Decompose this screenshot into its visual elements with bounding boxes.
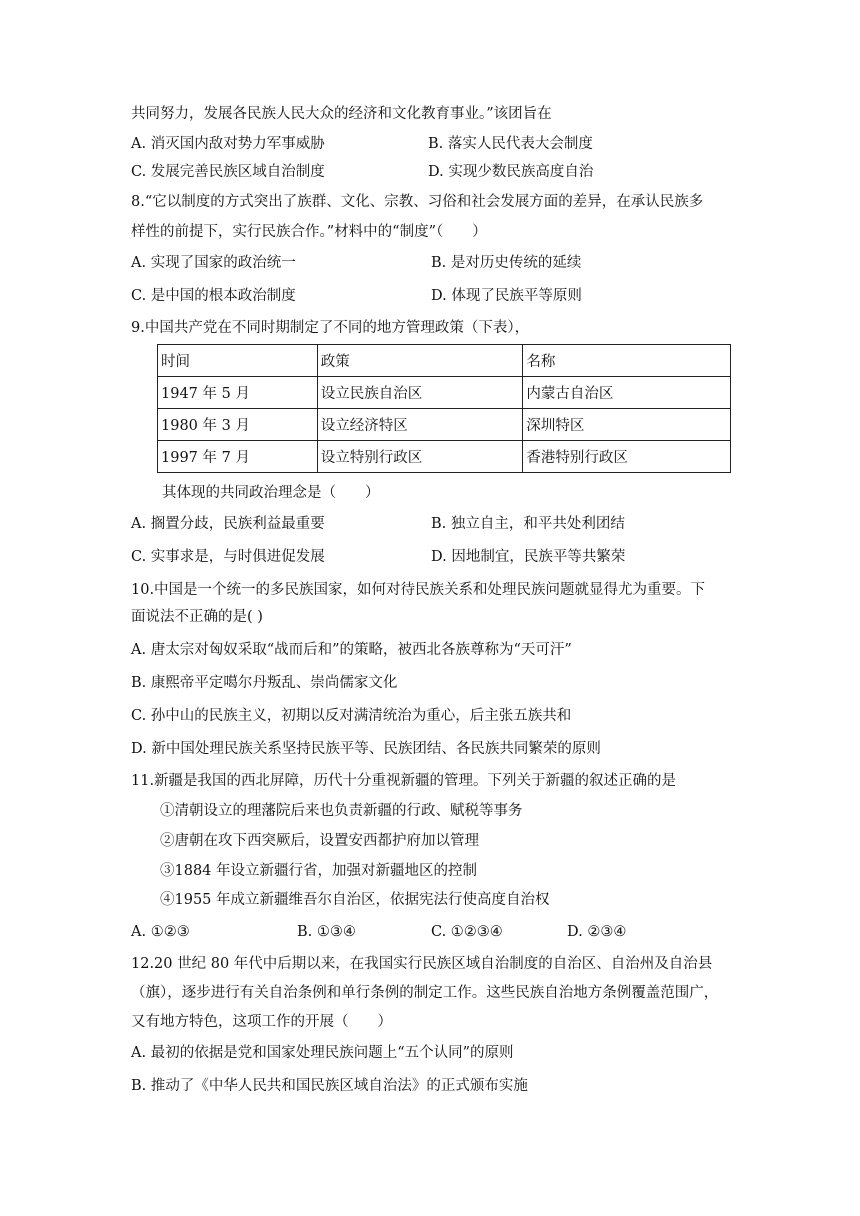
- q12-stem-line1: 12.20 世纪 80 年代中后期以来，在我国实行民族区域自治制度的自治区、自治州及自治县: [131, 956, 713, 972]
- q11-statement-3: ③1884 年设立新疆行省，加强对新疆地区的控制: [160, 863, 478, 879]
- table-cell-time: 1980 年 3 月: [158, 409, 318, 441]
- q11-option-c: C. ①②③④: [431, 924, 503, 940]
- q8-stem-line1: 8.“它以制度的方式突出了族群、文化、宗教、习俗和社会发展方面的差异，在承认民族多: [131, 194, 704, 210]
- q11-statement-4: ④1955 年成立新疆维吾尔自治区，依据宪法行使高度自治权: [160, 892, 550, 908]
- q8-option-a: A. 实现了国家的政治统一: [131, 255, 296, 271]
- table-header-time: 时间: [158, 345, 318, 377]
- table-cell-policy: 设立经济特区: [317, 409, 523, 441]
- q9-option-d: D. 因地制宜，民族平等共繁荣: [431, 549, 626, 565]
- table-cell-name: 内蒙古自治区: [523, 377, 731, 409]
- table-header-policy: 政策: [317, 345, 523, 377]
- table-cell-name: 深圳特区: [523, 409, 731, 441]
- q8-option-d: D. 体现了民族平等原则: [431, 288, 582, 304]
- q9-option-a: A. 搁置分歧，民族利益最重要: [131, 516, 325, 532]
- q9-option-c: C. 实事求是，与时俱进促发展: [131, 549, 325, 565]
- q9-stem: 9.中国共产党在不同时期制定了不同的地方管理政策（下表），: [131, 320, 530, 336]
- q7-option-c: C. 发展完善民族区域自治制度: [131, 164, 325, 180]
- table-row: [158, 377, 731, 409]
- q11-option-b: B. ①③④: [297, 924, 356, 940]
- q11-statement-2: ②唐朝在攻下西突厥后，设置安西都护府加以管理: [160, 833, 479, 849]
- q10-stem-line1: 10.中国是一个统一的多民族国家，如何对待民族关系和处理民族问题就显得尤为重要。下: [131, 582, 706, 598]
- table-header-name: 名称: [523, 345, 731, 377]
- q7-stem-continuation: 共同努力，发展各民族人民大众的经济和文化教育事业。”该团旨在: [131, 106, 552, 122]
- q12-stem-line3: 又有地方特色，这项工作的开展（ ）: [131, 1014, 392, 1030]
- q8-option-b: B. 是对历史传统的延续: [431, 255, 582, 271]
- q11-option-d: D. ②③④: [567, 924, 627, 940]
- q11-statement-1: ①清朝设立的理藩院后来也负责新疆的行政、赋税等事务: [160, 803, 523, 819]
- q11-stem: 11.新疆是我国的西北屏障，历代十分重视新疆的管理。下列关于新疆的叙述正确的是: [131, 773, 677, 789]
- q10-option-a: A. 唐太宗对匈奴采取“战而后和”的策略，被西北各族尊称为“天可汗”: [131, 642, 572, 658]
- q10-stem-line2: 面说法不正确的是( ): [131, 609, 263, 625]
- q7-option-b: B. 落实人民代表大会制度: [428, 136, 593, 152]
- q9-stem-tail: 其体现的共同政治理念是（ ）: [162, 485, 380, 501]
- table-row: [158, 441, 731, 473]
- q10-option-c: C. 孙中山的民族主义，初期以反对满清统治为重心，后主张五族共和: [131, 708, 572, 724]
- table-cell-time: 1947 年 5 月: [158, 377, 318, 409]
- q11-option-a: A. ①②③: [131, 924, 190, 940]
- q12-option-b: B. 推动了《中华人民共和国民族区域自治法》的正式颁布实施: [131, 1078, 528, 1094]
- table-header-row: [158, 345, 731, 377]
- q12-option-a: A. 最初的依据是党和国家处理民族问题上“五个认同”的原则: [131, 1045, 514, 1061]
- q7-option-a: A. 消灭国内敌对势力军事威胁: [131, 136, 325, 152]
- q10-option-d: D. 新中国处理民族关系坚持民族平等、民族团结、各民族共同繁荣的原则: [131, 741, 601, 757]
- q9-option-b: B. 独立自主，和平共处利团结: [431, 516, 625, 532]
- table-cell-policy: 设立特别行政区: [317, 441, 523, 473]
- table-cell-time: 1997 年 7 月: [158, 441, 318, 473]
- q7-option-d: D. 实现少数民族高度自治: [428, 164, 594, 180]
- q12-stem-line2: （旗），逐步进行有关自治条例和单行条例的制定工作。这些民族自治地方条例覆盖范围广，: [131, 985, 719, 1001]
- table-row: [158, 409, 731, 441]
- q8-stem-line2: 样性的前提下，实行民族合作。”材料中的“制度”（ ）: [131, 224, 487, 240]
- table-cell-name: 香港特别行政区: [523, 441, 731, 473]
- table-cell-policy: 设立民族自治区: [317, 377, 523, 409]
- q8-option-c: C. 是中国的根本政治制度: [131, 288, 296, 304]
- policy-table: [157, 344, 731, 473]
- q10-option-b: B. 康熙帝平定噶尔丹叛乱、崇尚儒家文化: [131, 675, 398, 691]
